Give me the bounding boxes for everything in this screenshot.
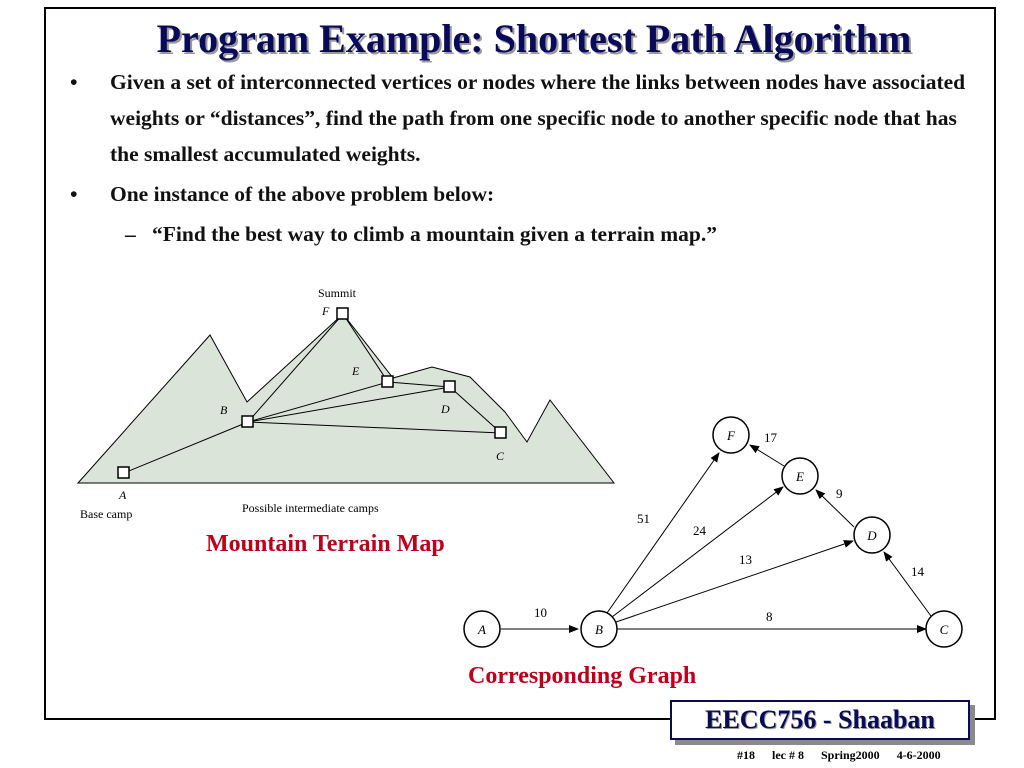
slide-number: #18 (737, 748, 755, 762)
node-d-label: D (867, 528, 877, 543)
label-b: B (220, 403, 228, 417)
bullet-marker: • (70, 182, 78, 206)
label-a: A (119, 488, 127, 502)
edge-b-d (616, 541, 853, 622)
intermediate-camps-label: Possible intermediate camps (242, 501, 379, 515)
weight-b-f: 51 (637, 511, 650, 526)
weight-b-c: 8 (766, 609, 773, 624)
node-c-label: C (939, 622, 949, 637)
edge-d-e (816, 490, 854, 527)
bullet-text: Given a set of interconnected vertices or nodes where the links between nodes have associated weights or “distances”, find the path from one specific node to another specific node that has the smallest accumulated weights. (110, 70, 966, 166)
weight-d-e: 9 (836, 486, 843, 501)
node-f-label: F (727, 428, 735, 443)
course-label: EECC756 - Shaaban (705, 705, 935, 734)
graph-caption: Corresponding Graph (468, 663, 697, 689)
label-d: D (441, 402, 450, 416)
edge-b-e (612, 487, 783, 617)
terrain-map-caption: Mountain Terrain Map (206, 531, 445, 557)
bullet-marker: • (70, 70, 78, 94)
sub-bullet-text: “Find the best way to climb a mountain given a terrain map.” (152, 222, 717, 246)
edge-c-d (884, 552, 931, 616)
base-camp-label: Base camp (80, 507, 133, 521)
weight-b-e: 24 (693, 523, 706, 538)
edge-e-f (750, 445, 784, 466)
slide-title: Program Example: Shortest Path Algorithm (156, 16, 912, 61)
date: 4-6-2000 (896, 748, 941, 762)
label-f: F (322, 304, 330, 318)
course-footer-box (670, 700, 970, 740)
node-b-label: B (595, 622, 603, 637)
slide-footer-info (737, 748, 955, 763)
weight-c-d: 14 (911, 564, 924, 579)
label-e: E (352, 364, 360, 378)
term: Spring2000 (821, 748, 880, 762)
summit-label: Summit (318, 286, 357, 300)
bullet-text: One instance of the above problem below: (110, 182, 495, 206)
sub-bullet-marker: – (125, 222, 136, 246)
node-e-label: E (796, 469, 804, 484)
weight-a-b: 10 (534, 605, 547, 620)
weight-b-d: 13 (739, 552, 752, 567)
node-a-label: A (478, 622, 486, 637)
lecture-number: lec # 8 (772, 748, 804, 762)
weight-e-f: 17 (764, 430, 777, 445)
label-c: C (496, 449, 505, 463)
